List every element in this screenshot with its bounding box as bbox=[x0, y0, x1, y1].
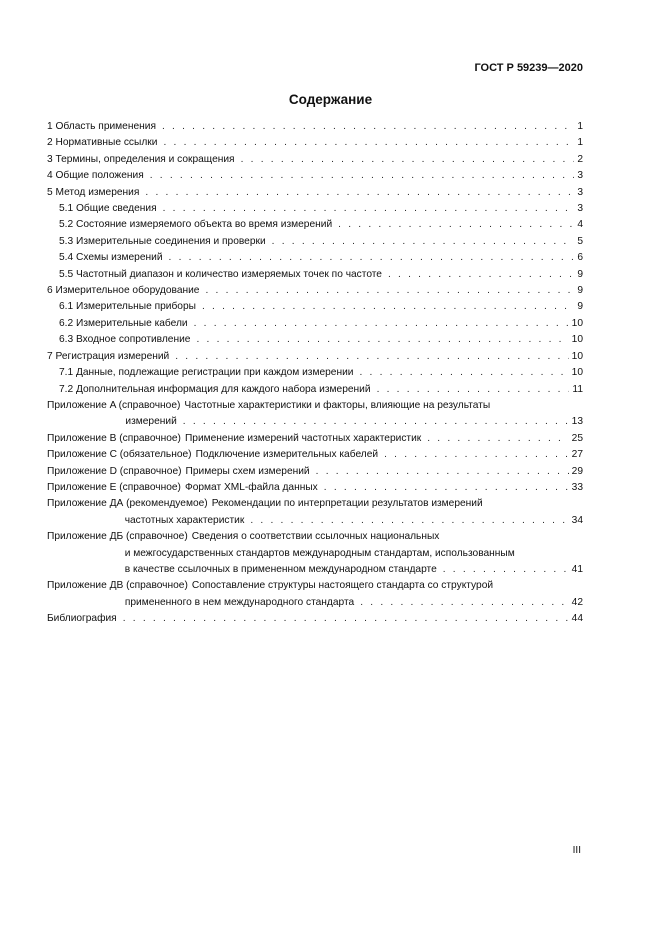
toc-page-number: 2 bbox=[577, 153, 583, 165]
toc-entry-title: 6 Измерительное оборудование bbox=[47, 285, 200, 297]
document-number: ГОСТ Р 59239—2020 bbox=[474, 62, 583, 74]
toc-entry-title: 4 Общие положения bbox=[47, 170, 144, 182]
appendix-last-line bbox=[186, 464, 583, 480]
dot-leader bbox=[162, 119, 574, 135]
toc-appendix-entry[interactable] bbox=[47, 398, 583, 431]
table-of-contents bbox=[47, 119, 583, 628]
appendix-last-line bbox=[125, 562, 583, 578]
toc-entry[interactable] bbox=[47, 332, 583, 348]
appendix-label: Приложение E (справочное) bbox=[47, 481, 181, 493]
toc-entry-title: 6.3 Входное сопротивление bbox=[59, 334, 191, 346]
toc-entry-title: 5.2 Состояние измеряемого объекта во время измерений bbox=[59, 219, 333, 231]
dot-leader bbox=[202, 299, 574, 315]
dot-leader bbox=[169, 250, 575, 266]
dot-leader bbox=[150, 168, 575, 184]
toc-entry-title: 2 Нормативные ссылки bbox=[47, 137, 158, 149]
toc-entry[interactable] bbox=[47, 217, 583, 233]
toc-appendix-entry[interactable] bbox=[47, 496, 583, 529]
toc-entry-title: измерений bbox=[125, 416, 177, 428]
dot-leader bbox=[163, 201, 575, 217]
appendix-label: Приложение B (справочное) bbox=[47, 432, 181, 444]
toc-entry-title: 5 Метод измерения bbox=[47, 186, 140, 198]
dot-leader bbox=[316, 464, 569, 480]
dot-leader bbox=[324, 480, 569, 496]
toc-entry[interactable] bbox=[47, 168, 583, 184]
appendix-label: Приложение ДА (рекомендуемое) bbox=[47, 498, 208, 510]
appendix-title-line: Сведения о соответствии ссылочных национальных bbox=[191, 531, 440, 543]
dot-leader bbox=[183, 414, 569, 430]
toc-page-number: 13 bbox=[571, 416, 583, 428]
toc-entry-title: примененного в нем международного стандарта bbox=[124, 596, 355, 608]
toc-entry[interactable] bbox=[47, 250, 583, 266]
toc-entry[interactable] bbox=[47, 316, 583, 332]
appendix-label: Приложение ДВ (справочное) bbox=[47, 580, 188, 592]
toc-entry-title: 6.1 Измерительные приборы bbox=[59, 301, 196, 313]
dot-leader bbox=[443, 562, 569, 578]
toc-entry-title: 7 Регистрация измерений bbox=[47, 350, 170, 362]
toc-entry[interactable] bbox=[47, 234, 583, 250]
toc-page-number: 9 bbox=[577, 268, 583, 280]
toc-entry-title: 3 Термины, определения и сокращения bbox=[47, 153, 235, 165]
toc-page-number: 6 bbox=[577, 252, 583, 264]
page-number: III bbox=[572, 845, 581, 856]
dot-leader bbox=[384, 447, 569, 463]
toc-entry-title: Подключение измерительных кабелей bbox=[195, 449, 379, 461]
toc-page-number: 10 bbox=[571, 317, 583, 329]
toc-entry[interactable] bbox=[47, 201, 583, 217]
toc-entry-title: 5.5 Частотный диапазон и количество измеряемых точек по частоте bbox=[59, 268, 382, 280]
toc-entry-title: 6.2 Измерительные кабели bbox=[59, 317, 188, 329]
toc-entry[interactable] bbox=[47, 152, 583, 168]
toc-entry-title: 7.1 Данные, подлежащие регистрации при каждом измерении bbox=[59, 367, 354, 379]
appendix-title-line: и межгосударственных стандартов международным стандартам, использованным bbox=[124, 547, 515, 559]
dot-leader bbox=[272, 234, 575, 250]
toc-page-number: 1 bbox=[577, 121, 583, 132]
toc-entry-title: Примеры схем измерений bbox=[185, 465, 310, 477]
toc-entry-title: в качестве ссылочных в примененном международном стандарте bbox=[124, 563, 437, 575]
appendix-last-line bbox=[196, 447, 583, 463]
toc-entry-title: Библиография bbox=[47, 613, 117, 625]
dot-leader bbox=[388, 267, 574, 283]
toc-page-number: 5 bbox=[577, 235, 583, 247]
toc-appendix-entry[interactable] bbox=[47, 447, 583, 463]
toc-page-number: 42 bbox=[571, 596, 583, 608]
appendix-last-line bbox=[125, 414, 583, 430]
appendix-last-line bbox=[185, 480, 583, 496]
toc-page-number: 34 bbox=[571, 514, 583, 526]
dot-leader bbox=[175, 349, 568, 365]
toc-appendix-entry[interactable] bbox=[47, 431, 583, 447]
toc-entry[interactable] bbox=[47, 382, 583, 398]
toc-page-number: 27 bbox=[571, 449, 583, 461]
appendix-label: Приложение C (обязательное) bbox=[47, 449, 192, 461]
toc-page-number: 3 bbox=[577, 186, 583, 198]
appendix-title-line: Сопоставление структуры настоящего стандарта со структурой bbox=[191, 580, 494, 592]
dot-leader bbox=[241, 152, 575, 168]
toc-entry[interactable] bbox=[47, 267, 583, 283]
dot-leader bbox=[377, 382, 570, 398]
toc-page-number: 25 bbox=[571, 432, 583, 444]
toc-entry-title: Формат XML-файла данных bbox=[184, 481, 318, 493]
toc-entry-title: 5.3 Измерительные соединения и проверки bbox=[59, 235, 266, 247]
toc-page-number: 41 bbox=[571, 563, 583, 575]
page-title: Содержание bbox=[288, 92, 373, 107]
toc-entry-title: 5.4 Схемы измерений bbox=[59, 252, 163, 264]
toc-page-number: 1 bbox=[577, 137, 583, 149]
appendix-last-line bbox=[125, 513, 583, 529]
toc-entry-title: 1 Область применения bbox=[47, 121, 156, 132]
toc-page-number: 10 bbox=[571, 334, 583, 346]
appendix-last-line bbox=[185, 431, 583, 447]
dot-leader bbox=[360, 595, 568, 611]
appendix-last-line bbox=[125, 595, 583, 611]
toc-page-number: 33 bbox=[571, 481, 583, 493]
toc-entry-title: Применение измерений частотных характеристик bbox=[184, 432, 422, 444]
toc-page-number: 11 bbox=[572, 383, 583, 395]
appendix-label: Приложение D (справочное) bbox=[47, 465, 182, 477]
toc-page-number: 44 bbox=[571, 613, 583, 625]
toc-page-number: 4 bbox=[577, 219, 583, 231]
dot-leader bbox=[123, 611, 569, 627]
toc-page-number: 9 bbox=[577, 301, 583, 313]
toc-entry[interactable] bbox=[47, 349, 583, 365]
toc-entry[interactable] bbox=[47, 283, 583, 299]
toc-page-number: 9 bbox=[577, 285, 583, 297]
dot-leader bbox=[194, 316, 569, 332]
toc-page-number: 29 bbox=[571, 465, 583, 477]
dot-leader bbox=[163, 135, 574, 151]
toc-entry[interactable] bbox=[47, 299, 583, 315]
toc-appendix-entry[interactable] bbox=[47, 578, 583, 611]
toc-appendix-entry[interactable] bbox=[47, 480, 583, 496]
appendix-title-line: Частотные характеристики и факторы, влияющие на результаты bbox=[184, 399, 491, 411]
toc-entry-title: 5.1 Общие сведения bbox=[59, 203, 157, 215]
toc-bibliography[interactable] bbox=[47, 611, 583, 627]
toc-entry[interactable] bbox=[47, 135, 583, 151]
dot-leader bbox=[205, 283, 574, 299]
dot-leader bbox=[145, 185, 574, 201]
toc-appendix-entry[interactable] bbox=[47, 529, 583, 578]
dot-leader bbox=[196, 332, 568, 348]
toc-entry[interactable] bbox=[47, 119, 583, 135]
toc-page-number: 10 bbox=[571, 350, 583, 362]
dot-leader bbox=[338, 217, 574, 233]
toc-page-number: 3 bbox=[577, 170, 583, 182]
appendix-title-line: Рекомендации по интерпретации результатов измерений bbox=[211, 498, 483, 510]
toc-appendix-entry[interactable] bbox=[47, 464, 583, 480]
dot-leader bbox=[359, 365, 568, 381]
toc-entry-title: 7.2 Дополнительная информация для каждого набора измерений bbox=[59, 383, 371, 395]
toc-entry[interactable] bbox=[47, 185, 583, 201]
dot-leader bbox=[427, 431, 568, 447]
toc-page-number: 3 bbox=[577, 203, 583, 215]
dot-leader bbox=[250, 513, 568, 529]
toc-entry[interactable] bbox=[47, 365, 583, 381]
appendix-label: Приложение ДБ (справочное) bbox=[47, 531, 188, 543]
toc-page-number: 10 bbox=[571, 367, 583, 379]
toc-entry-title: частотных характеристик bbox=[124, 514, 245, 526]
appendix-label: Приложение A (справочное) bbox=[47, 399, 181, 411]
